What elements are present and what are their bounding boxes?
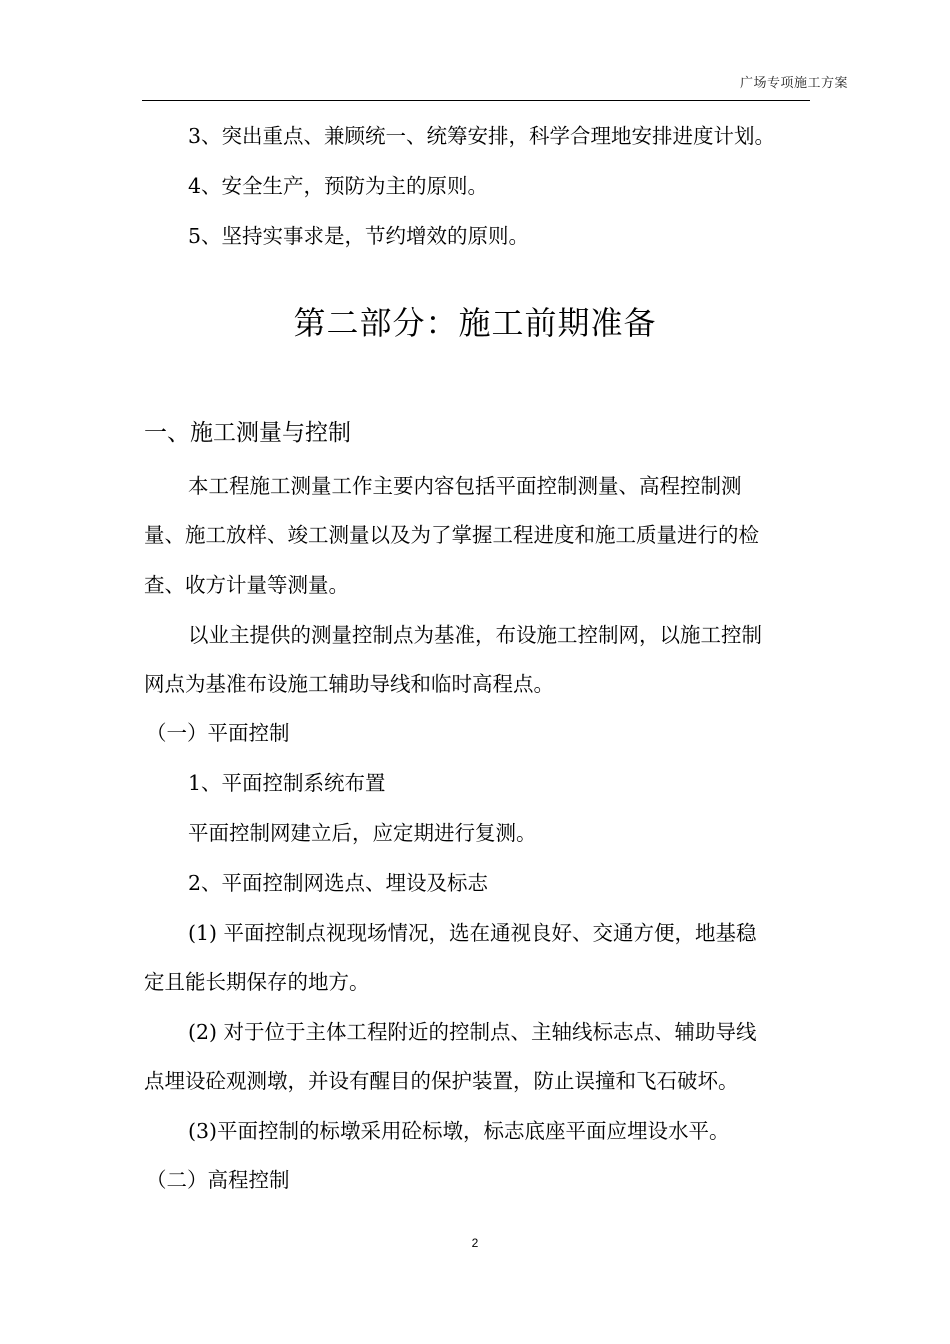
part-title: 第二部分：施工前期准备 xyxy=(293,304,657,342)
paragraph-line: 定且能长期保存的地方。 xyxy=(144,970,370,994)
paragraph-line: 查、收方计量等测量。 xyxy=(144,573,349,597)
paragraph-line: (2) 对于位于主体工程附近的控制点、主轴线标志点、辅助导线 xyxy=(188,1020,757,1044)
item-heading: 1、平面控制系统布置 xyxy=(188,771,386,795)
principle-3: 3、突出重点、兼顾统一、统筹安排，科学合理地安排进度计划。 xyxy=(188,124,776,148)
paragraph-line: 点埋设砼观测墩，并设有醒目的保护装置，防止误撞和飞石破坏。 xyxy=(144,1069,739,1093)
page-number: 2 xyxy=(471,1236,479,1250)
principle-5: 5、坚持实事求是，节约增效的原则。 xyxy=(188,224,530,248)
principle-4: 4、安全生产，预防为主的原则。 xyxy=(188,174,489,198)
paragraph-line: 网点为基准布设施工辅助导线和临时高程点。 xyxy=(144,672,554,696)
paragraph-line: 量、施工放样、竣工测量以及为了掌握工程进度和施工质量进行的检 xyxy=(144,523,759,547)
paragraph-line: 以业主提供的测量控制点为基准，布设施工控制网，以施工控制 xyxy=(188,623,762,647)
paragraph-line: (3)平面控制的标墩采用砼标墩，标志底座平面应埋设水平。 xyxy=(188,1119,730,1143)
header-rule xyxy=(142,100,810,101)
paragraph-line: (1) 平面控制点视现场情况，选在通视良好、交通方便，地基稳 xyxy=(188,921,757,945)
section-title: 一、施工测量与控制 xyxy=(144,420,351,446)
running-header: 广场专项施工方案 xyxy=(739,76,848,91)
item-heading: 2、平面控制网选点、埋设及标志 xyxy=(188,871,489,895)
subsection-heading-elevation-control: （二）高程控制 xyxy=(146,1168,290,1192)
paragraph-line: 平面控制网建立后，应定期进行复测。 xyxy=(188,821,537,845)
paragraph-line: 本工程施工测量工作主要内容包括平面控制测量、高程控制测 xyxy=(188,474,742,498)
subsection-heading-plane-control: （一）平面控制 xyxy=(146,721,290,745)
